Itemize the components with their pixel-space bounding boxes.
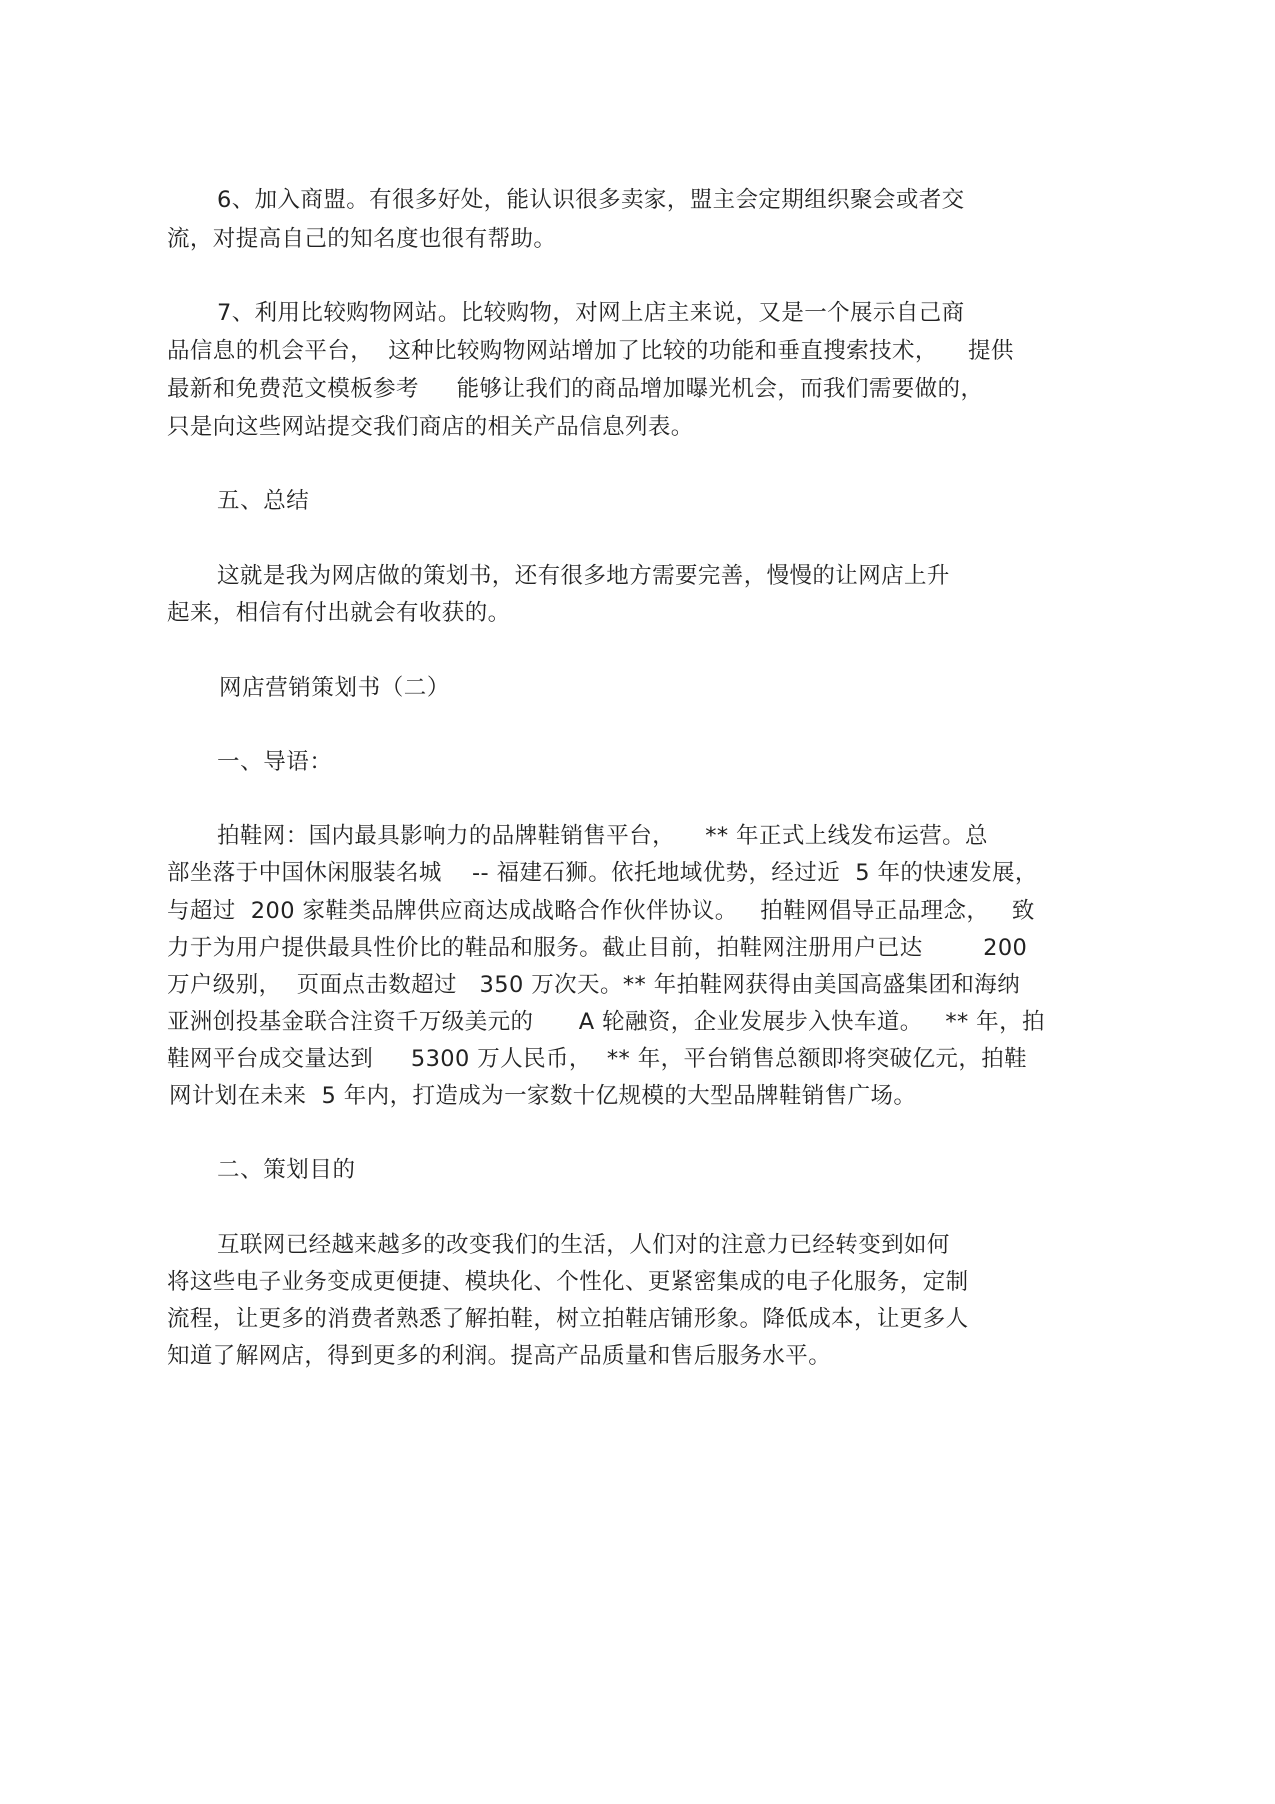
summary-line-1: 这就是我为网店做的策划书，还有很多地方需要完善，慢慢的让网店上升 — [217, 563, 950, 589]
item-7-line-2: 品信息的机会平台， 这种比较购物网站增加了比较的功能和垂直搜索技术， 提供 — [167, 338, 1014, 364]
intro-line-7: 鞋网平台成交量达到 5300 万人民币， ** 年，平台销售总额即将突破亿元，拍鞋 — [167, 1046, 1028, 1072]
intro-line-2: 部坐落于中国休闲服装名城 -- 福建石狮。依托地域优势，经过近 5 年的快速发展， — [167, 860, 1038, 886]
purpose-line-4: 知道了解网店，得到更多的利润。提高产品质量和售后服务水平。 — [167, 1343, 832, 1369]
purpose-line-3: 流程，让更多的消费者熟悉了解拍鞋，树立拍鞋店铺形象。降低成本，让更多人 — [167, 1306, 969, 1332]
section-heading-purpose: 二、策划目的 — [217, 1157, 356, 1183]
intro-line-3: 与超过 200 家鞋类品牌供应商达成战略合作伙伴协议。 拍鞋网倡导正品理念， 致 — [167, 898, 1035, 924]
item-6-line-1: 6、加入商盟。有很多好处，能认识很多卖家，盟主会定期组织聚会或者交 — [217, 187, 965, 213]
document-title: 网店营销策划书（二） — [219, 675, 451, 701]
section-heading-summary: 五、总结 — [217, 488, 310, 514]
intro-line-5: 万户级别， 页面点击数超过 350 万次天。** 年拍鞋网获得由美国高盛集团和海纳 — [167, 972, 1021, 998]
summary-line-2: 起来，相信有付出就会有收获的。 — [167, 600, 511, 626]
intro-line-4: 力于为用户提供最具性价比的鞋品和服务。截止目前，拍鞋网注册用户已达 200 — [167, 935, 1028, 961]
section-heading-intro: 一、导语： — [217, 749, 333, 775]
intro-line-6: 亚洲创投基金联合注资千万级美元的 A 轮融资，企业发展步入快车道。 ** 年，拍 — [167, 1009, 1045, 1035]
item-7-line-1: 7、利用比较购物网站。比较购物，对网上店主来说，又是一个展示自己商 — [217, 300, 965, 326]
item-7-line-3: 最新和免费范文模板参考 能够让我们的商品增加曝光机会，而我们需要做的， — [167, 376, 984, 402]
intro-line-1: 拍鞋网：国内最具影响力的品牌鞋销售平台， ** 年正式上线发布运营。总 — [217, 823, 988, 849]
item-6-line-2: 流，对提高自己的知名度也很有帮助。 — [167, 226, 557, 252]
intro-line-8: 网计划在未来 5 年内，打造成为一家数十亿规模的大型品牌鞋销售广场。 — [169, 1083, 917, 1109]
purpose-line-2: 将这些电子业务变成更便捷、模块化、个性化、更紧密集成的电子化服务，定制 — [167, 1269, 969, 1295]
purpose-line-1: 互联网已经越来越多的改变我们的生活，人们对的注意力已经转变到如何 — [217, 1232, 950, 1258]
item-7-line-4: 只是向这些网站提交我们商店的相关产品信息列表。 — [167, 414, 694, 440]
